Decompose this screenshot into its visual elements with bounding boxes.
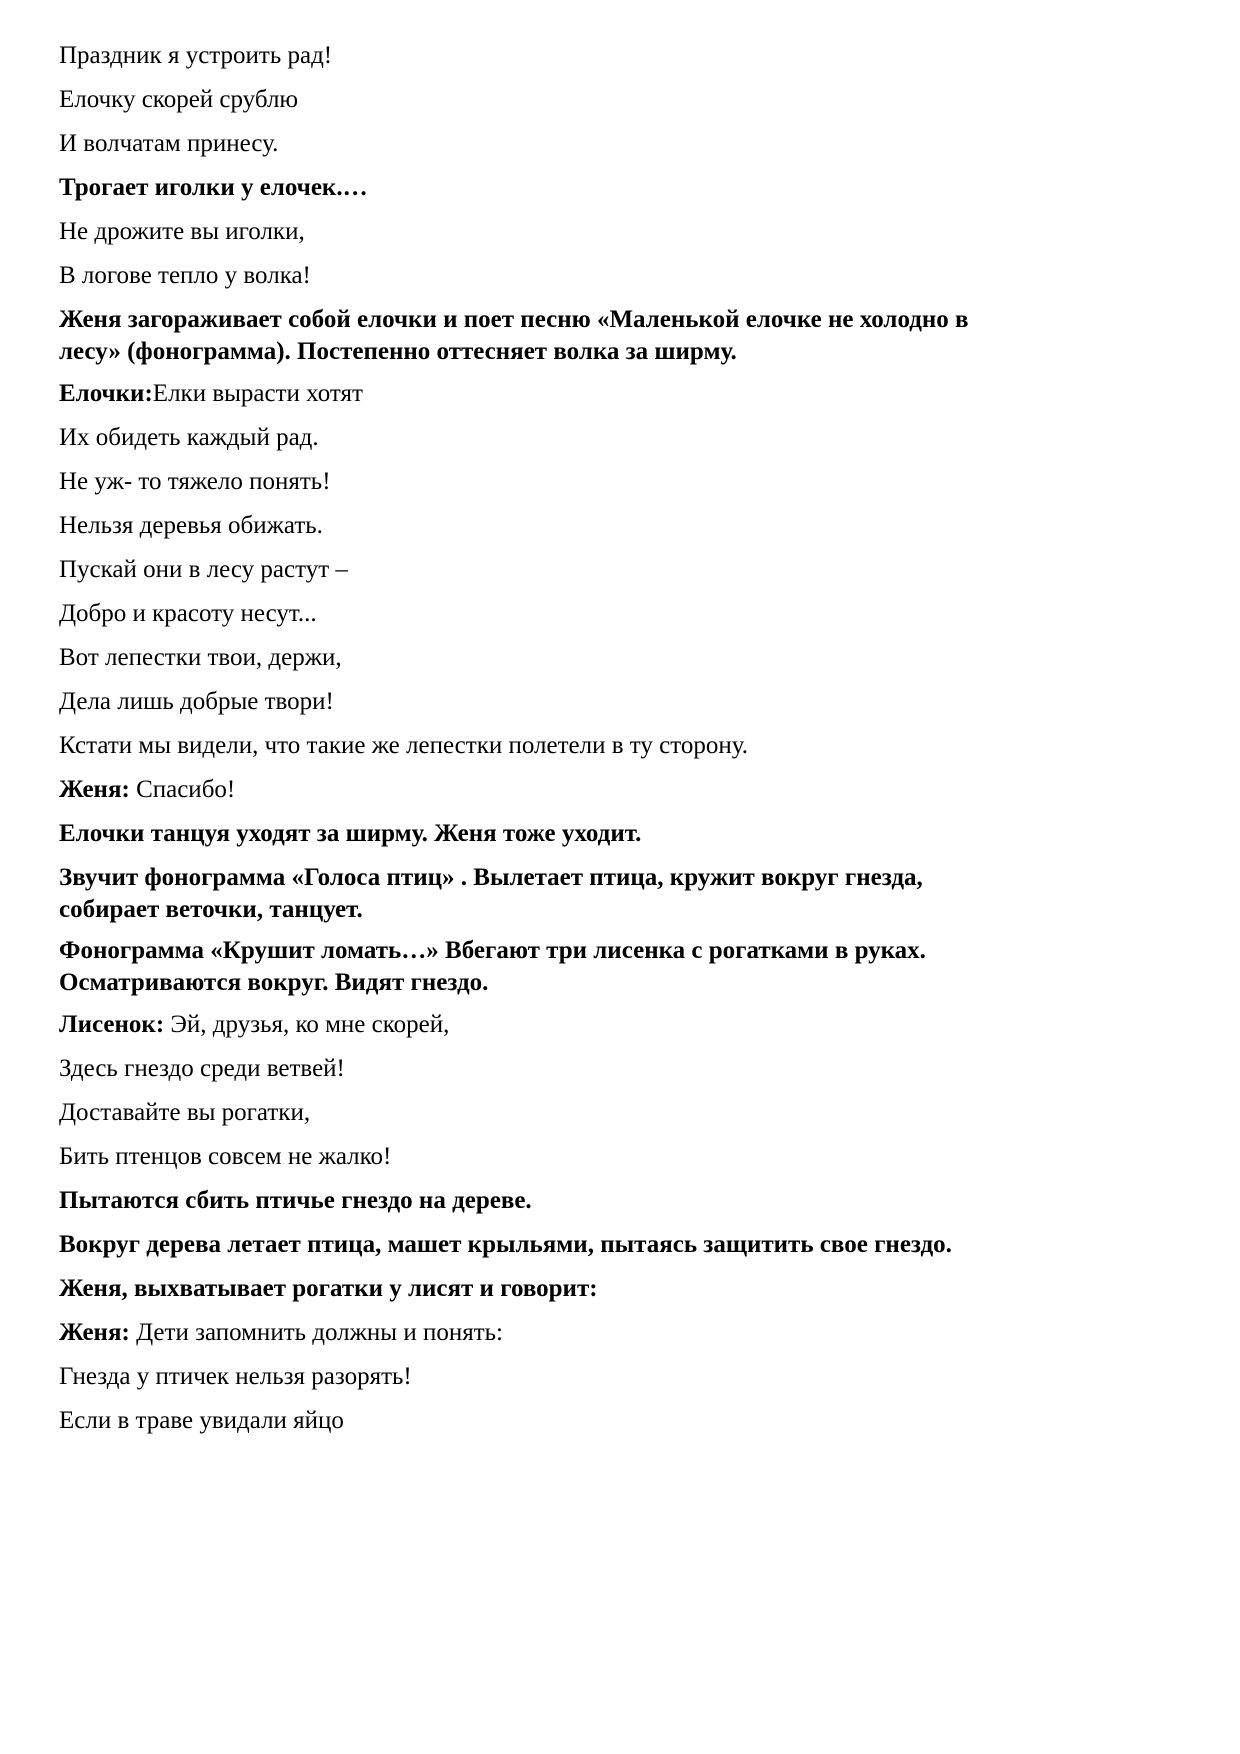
text-line: Кстати мы видели, что такие же лепестки полетели в ту сторону. bbox=[59, 732, 748, 759]
text-line: Не уж- то тяжело понять! bbox=[59, 468, 331, 495]
stage-direction bbox=[59, 862, 1179, 926]
stage-direction-line: Звучит фонограмма «Голоса птиц» . Вылетает птица, кружит вокруг гнезда, bbox=[59, 864, 923, 891]
stage-direction-line: Женя загораживает собой елочки и поет песню «Маленькой елочке не холодно в bbox=[59, 306, 969, 333]
text-line: Их обидеть каждый рад. bbox=[59, 424, 319, 451]
stage-direction: Трогает иголки у елочек.… bbox=[59, 174, 368, 201]
text-line: Праздник я устроить рад! bbox=[59, 42, 333, 69]
text-line: Не дрожите вы иголки, bbox=[59, 218, 305, 245]
stage-direction: Женя, выхватывает рогатки у лисят и говорит: bbox=[59, 1275, 598, 1302]
speaker-name: Женя: bbox=[59, 776, 130, 803]
dialogue-line bbox=[59, 378, 363, 410]
speaker-name: Лисенок: bbox=[59, 1011, 165, 1038]
dialogue-line bbox=[59, 1317, 503, 1349]
text-line: Гнезда у птичек нельзя разорять! bbox=[59, 1363, 412, 1390]
dialogue-text: Спасибо! bbox=[129, 776, 236, 803]
text-line: Если в траве увидали яйцо bbox=[59, 1407, 344, 1434]
stage-direction-line: Осматриваются вокруг. Видят гнездо. bbox=[59, 969, 489, 996]
dialogue-text: Елки вырасти хотят bbox=[152, 380, 363, 407]
stage-direction: Елочки танцуя уходят за ширму. Женя тоже уходит. bbox=[59, 820, 642, 847]
speaker-name: Елочки: bbox=[59, 380, 153, 407]
stage-direction bbox=[59, 304, 1179, 368]
dialogue-line bbox=[59, 1009, 449, 1041]
text-line: Елочку скорей срублю bbox=[59, 86, 299, 113]
text-line: Доставайте вы рогатки, bbox=[59, 1099, 311, 1126]
speaker-name: Женя: bbox=[59, 1319, 130, 1346]
dialogue-text: Эй, друзья, ко мне скорей, bbox=[164, 1011, 450, 1038]
text-line: Добро и красоту несут... bbox=[59, 600, 317, 627]
stage-direction-line: лесу» (фонограмма). Постепенно оттесняет волка за ширму. bbox=[59, 338, 737, 365]
stage-direction: Вокруг дерева летает птица, машет крыльями, пытаясь защитить свое гнездо. bbox=[59, 1231, 952, 1258]
text-line: Нельзя деревья обижать. bbox=[59, 512, 323, 539]
document-page bbox=[59, 0, 1179, 1754]
text-line: Дела лишь добрые твори! bbox=[59, 688, 334, 715]
stage-direction bbox=[59, 935, 1179, 999]
text-line: В логове тепло у волка! bbox=[59, 262, 311, 289]
stage-direction-line: собирает веточки, танцует. bbox=[59, 896, 363, 923]
text-line: Бить птенцов совсем не жалко! bbox=[59, 1143, 392, 1170]
text-line: Здесь гнездо среди ветвей! bbox=[59, 1055, 345, 1082]
text-line: Пускай они в лесу растут – bbox=[59, 556, 348, 583]
stage-direction-line: Фонограмма «Крушит ломать…» Вбегают три лисенка с рогатками в руках. bbox=[59, 937, 926, 964]
text-line: И волчатам принесу. bbox=[59, 130, 279, 157]
stage-direction: Пытаются сбить птичье гнездо на дереве. bbox=[59, 1187, 532, 1214]
dialogue-line bbox=[59, 774, 235, 806]
text-line: Вот лепестки твои, держи, bbox=[59, 644, 342, 671]
dialogue-text: Дети запомнить должны и понять: bbox=[129, 1319, 503, 1346]
